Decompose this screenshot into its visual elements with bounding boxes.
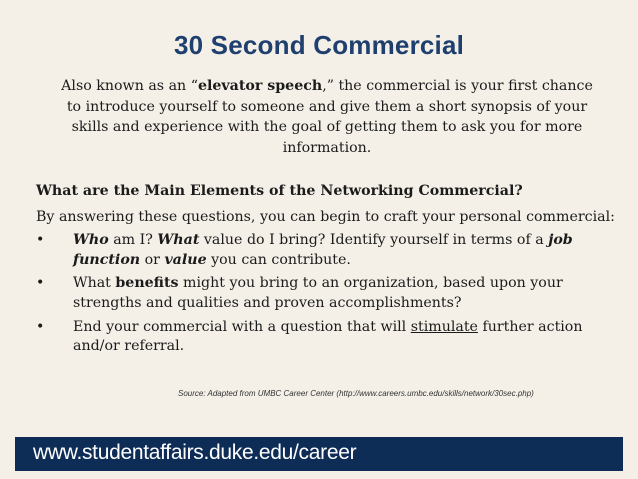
item-text: or <box>140 251 165 268</box>
intro-text: Also known as an “ <box>61 78 198 94</box>
emphasis: Who <box>73 232 109 249</box>
bullet-icon: • <box>36 318 45 335</box>
emphasis: job function <box>73 232 573 268</box>
item-text: What <box>73 275 116 292</box>
footer-bar <box>15 437 623 471</box>
lead-text: By answering these questions, you can begin to craft your personal commercial: <box>36 208 615 225</box>
item-text: might you bring to an organization, based upon your strengths and qualities and proven accomplishments? <box>73 275 563 311</box>
bullet-list <box>36 231 616 357</box>
item-text: further action and/or referral. <box>73 318 583 355</box>
emphasis: value <box>164 251 207 268</box>
source-citation: Source: Adapted from UMBC Career Center (http://www.careers.umbc.edu/skills/network/30sec.php) <box>178 389 534 398</box>
list-item <box>36 274 616 313</box>
intro-paragraph <box>56 76 598 158</box>
item-text: End your commercial with a question that will <box>73 318 411 335</box>
footer-url[interactable]: www.studentaffairs.duke.edu/career <box>33 441 357 464</box>
intro-text: ,” the commercial is your first chance to introduce yourself to someone and give them a short synopsis of your skills and experience with the goal of getting them to ask you for more information. <box>66 78 593 156</box>
section-heading: What are the Main Elements of the Networking Commercial? <box>36 183 523 199</box>
underlined-word: stimulate <box>410 318 478 335</box>
intro-bold-term: elevator speech <box>197 78 323 94</box>
bullet-icon: • <box>36 275 45 292</box>
emphasis: What <box>157 232 200 249</box>
item-text: am I? <box>108 232 158 249</box>
bullet-icon: • <box>36 232 45 249</box>
list-item <box>36 318 616 357</box>
item-text: value do I bring? Identify yourself in terms of a <box>199 232 549 249</box>
slide-title: 30 Second Commercial <box>173 30 465 60</box>
main-content <box>36 182 616 357</box>
list-item <box>36 231 616 270</box>
item-text: you can contribute. <box>206 251 351 268</box>
emphasis: benefits <box>115 275 179 292</box>
